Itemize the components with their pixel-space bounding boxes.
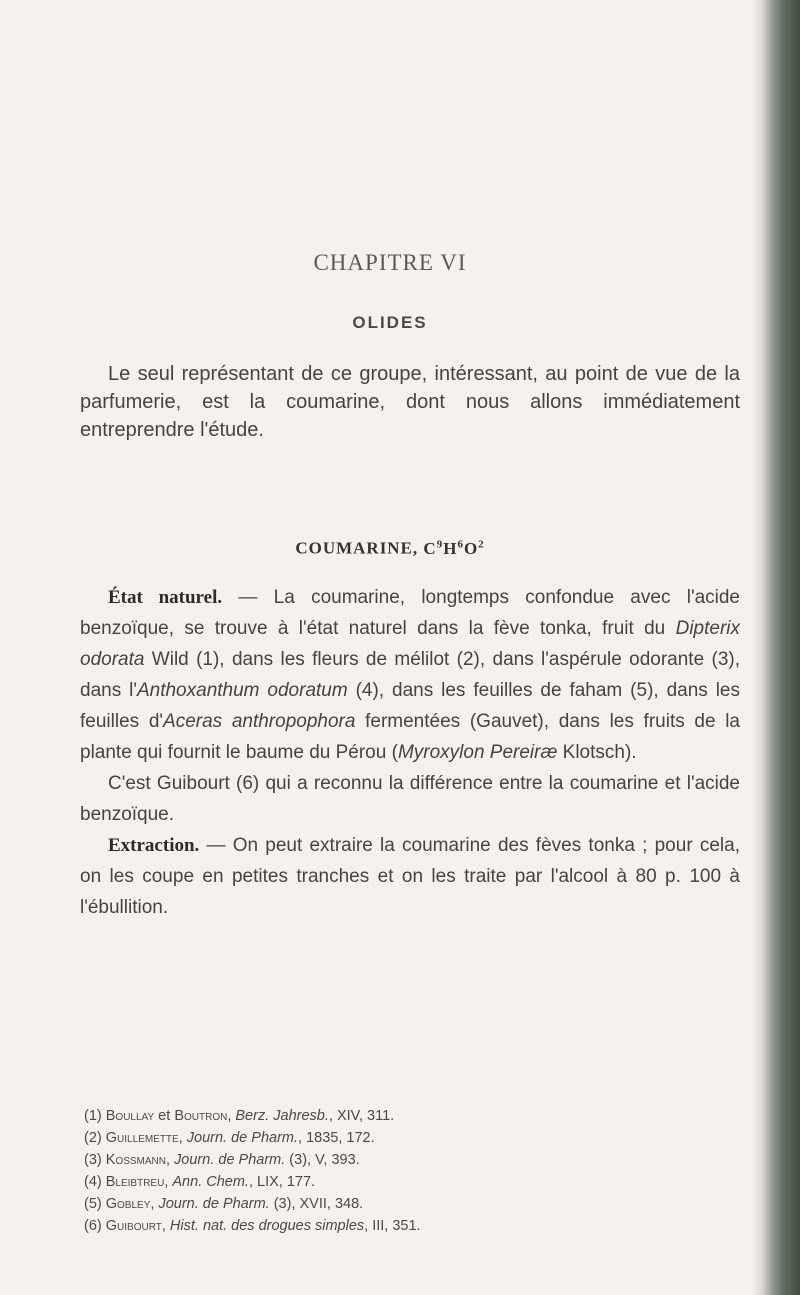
chapter-title: CHAPITRE VI — [313, 250, 467, 275]
footnote-author: Guillemette — [105, 1130, 179, 1146]
formula-sup: 6 — [457, 538, 464, 550]
text-run: , — [178, 1130, 187, 1146]
text-run: , — [150, 1196, 159, 1212]
section-title: OLIDES — [352, 313, 428, 332]
footnote — [84, 1171, 744, 1193]
compound-name: COUMARINE, — [295, 538, 419, 558]
compound-heading — [0, 538, 780, 559]
text-run: Wild (1), dans les fleurs de mélilot (2), dans l'aspérule odorante (3), dans l' — [80, 649, 740, 701]
formula-part: C — [423, 538, 437, 558]
footnote — [84, 1149, 744, 1171]
etat-naturel-paragraph — [80, 582, 740, 768]
formula-part: H — [443, 538, 458, 558]
footnote-journal: Journ. de Pharm. — [186, 1130, 299, 1146]
footnote-number: (4) — [84, 1174, 106, 1190]
formula-sup: 9 — [436, 538, 444, 550]
footnote-number: (3) — [84, 1152, 106, 1168]
text-run: — On peut extraire la coumarine des fèves tonka ; pour cela, on les coupe en petites tranches et on les traite par l'alcool à 80 p. 100 à l'ébullition. — [80, 835, 740, 918]
footnote — [84, 1215, 744, 1237]
footnote-journal: Ann. Chem. — [172, 1174, 249, 1190]
footnote-journal: Journ. de Pharm. — [174, 1152, 286, 1168]
guibourt-paragraph: C'est Guibourt (6) qui a reconnu la différence entre la coumarine et l'acide benzoïque. — [80, 773, 740, 825]
italic-run: Dipterix odorata — [80, 618, 740, 670]
formula-sup: 2 — [478, 538, 485, 550]
footnote-number: (5) — [84, 1196, 106, 1212]
footnote-ref: (3), XVII, 348. — [269, 1196, 364, 1212]
text-run: , — [227, 1108, 236, 1124]
footnote — [84, 1105, 744, 1127]
footnotes — [84, 1105, 744, 1237]
text-run: (4), dans les feuilles de faham (5), dans les feuilles d' — [80, 680, 740, 732]
footnote-journal: Hist. nat. des drogues simples — [169, 1218, 365, 1234]
page-edge-shadow — [752, 0, 800, 1295]
footnote-number: (1) — [84, 1108, 106, 1124]
intro-paragraph: Le seul représentant de ce groupe, intéressant, au point de vue de la parfumerie, est la coumarine, dont nous allons immédiatement entreprendre l'étude. — [80, 363, 740, 441]
extraction-heading: Extraction. — [108, 835, 200, 856]
footnote-author: Guibourt — [105, 1218, 162, 1234]
italic-run: Anthoxanthum odoratum — [136, 680, 348, 701]
footnote — [84, 1193, 744, 1215]
text-run: , — [161, 1218, 170, 1234]
footnote-ref: , LIX, 177. — [248, 1174, 316, 1190]
footnote-number: (6) — [84, 1218, 106, 1234]
text-run: fermentées (Gauvet), dans les fruits de la plante qui fournit le baume du Pérou ( — [80, 711, 740, 763]
etat-naturel-heading: État naturel. — [108, 587, 223, 608]
text-run: — La coumarine, longtemps confondue avec l'acide benzoïque, se trouve à l'état naturel dans la fève tonka, fruit du — [80, 587, 740, 639]
formula-part: O — [463, 538, 479, 558]
footnote-ref: (3), V, 393. — [285, 1152, 360, 1168]
text-run: et — [154, 1108, 175, 1124]
footnote-ref: , III, 351. — [364, 1218, 421, 1234]
compound-formula — [423, 539, 484, 558]
extraction-paragraph — [80, 830, 740, 923]
footnote-author: Boullay — [105, 1108, 155, 1124]
footnote-journal: Journ. de Pharm. — [158, 1196, 270, 1212]
body-text — [80, 582, 740, 923]
text-run: , — [164, 1174, 173, 1190]
footnote-author: Gobley — [105, 1196, 151, 1212]
footnote-author: Boutron — [174, 1108, 228, 1124]
footnote-number: (2) — [84, 1130, 106, 1146]
text-run: Klotsch). — [557, 742, 637, 763]
italic-run: Myroxylon Pereiræ — [397, 742, 558, 763]
footnote-ref: , 1835, 172. — [298, 1130, 375, 1146]
italic-run: Aceras anthropophora — [163, 711, 356, 732]
text-run: , — [165, 1152, 175, 1168]
footnote-journal: Berz. Jahresb. — [235, 1108, 329, 1124]
footnote-author: Bleibtreu — [105, 1174, 165, 1190]
footnote-author: Kossmann — [105, 1152, 166, 1168]
footnote-ref: , XIV, 311. — [328, 1108, 395, 1124]
footnote — [84, 1127, 744, 1149]
